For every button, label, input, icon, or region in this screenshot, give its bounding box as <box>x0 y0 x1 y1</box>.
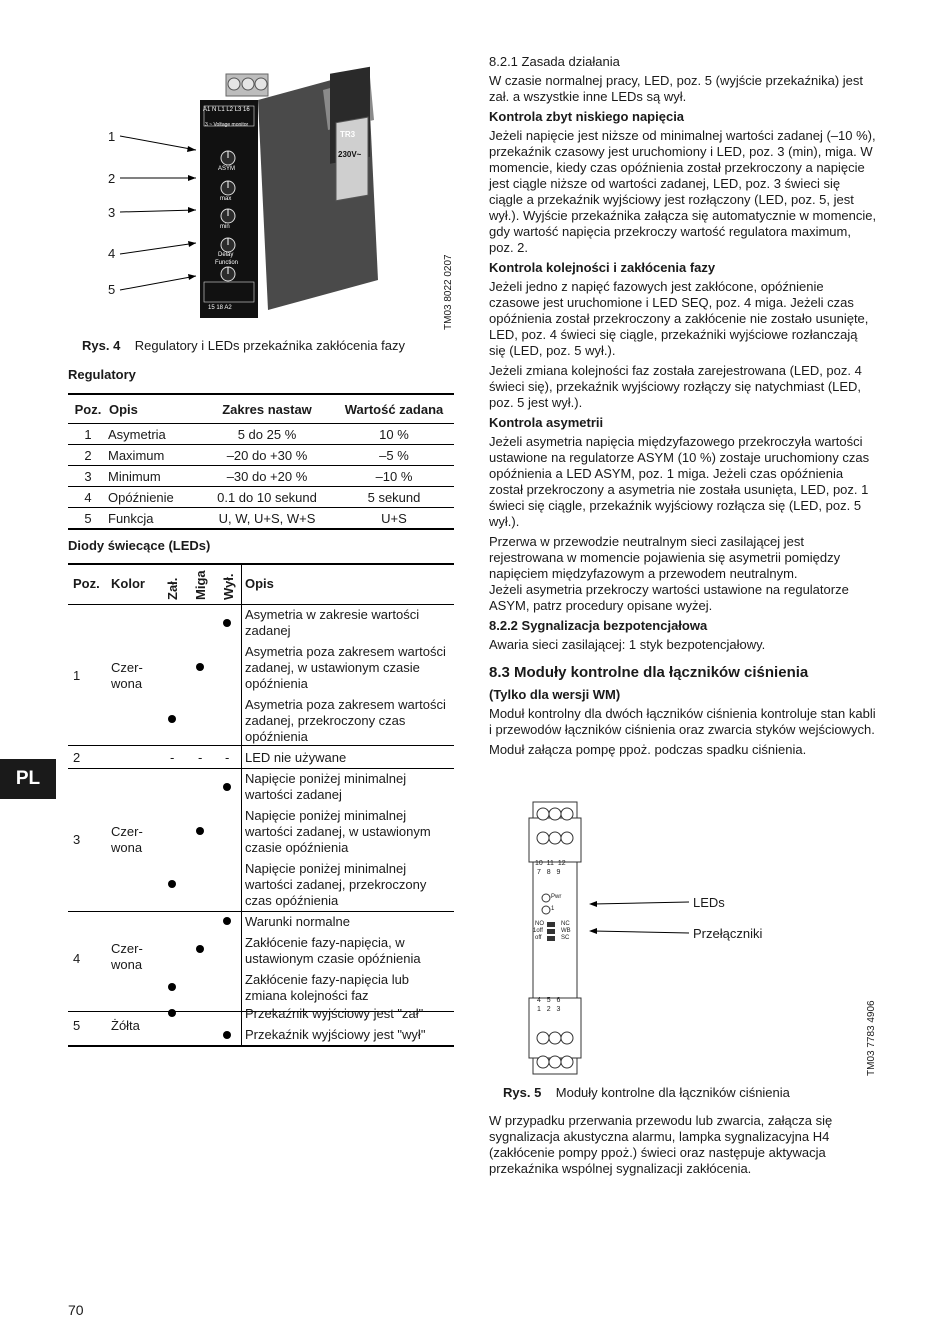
led-g3-desc-1: Napięcie poniżej minimalnej wartości zadanej <box>245 771 407 802</box>
led-g3-desc-2: Napięcie poniżej minimalnej wartości zadanej, w ustawionym czasie opóźnienia <box>245 808 431 855</box>
fig5-caption <box>503 1085 790 1100</box>
off-label: off <box>535 935 542 941</box>
cell: U+S <box>334 508 454 530</box>
device-max-label: max <box>220 196 232 202</box>
led-dot <box>196 663 204 671</box>
led-dot <box>223 619 231 627</box>
cell: U, W, U+S, W+S <box>200 508 334 530</box>
relay-device-drawing <box>68 60 454 340</box>
k2-title: Kontrola kolejności i zakłócenia fazy <box>489 260 716 275</box>
led-dot <box>223 1031 231 1039</box>
callout-5: 5 <box>108 282 116 297</box>
led-dot <box>168 1009 176 1017</box>
bottom-paragraph: W przypadku przerwania przewodu lub zwarcia, załącza się sygnalizacja akustyczna alarmu, lampka sygnalizacyjna H4 (zakłócenie pompy ppoż.) świeci oraz następuje aktywacja przekaźnika wspólnej sygnalizacji zakłócenia. <box>489 1113 833 1176</box>
led-dot <box>168 715 176 723</box>
led-col-wyl: Wył. <box>221 573 236 600</box>
cell: 2 <box>68 445 108 466</box>
figure-4 <box>68 60 454 340</box>
cell: –10 % <box>334 466 454 487</box>
cell: 10 % <box>334 424 454 445</box>
cell: Asymetria <box>108 424 200 445</box>
leds-label: LEDs <box>693 895 725 910</box>
figure-5 <box>489 800 877 1080</box>
led-col-kolor: Kolor <box>111 576 145 591</box>
wb-label: WB <box>561 928 571 934</box>
fig4-code: TM03 8022 0207 <box>443 254 454 330</box>
led-g2-dash-1: - <box>170 750 175 765</box>
section-83-subtitle: (Tylko dla wersji WM) <box>489 687 621 702</box>
terms-top-2: 7 8 9 <box>537 869 561 876</box>
led-g1-desc-1: Asymetria w zakresie wartości zadanej <box>245 607 420 638</box>
callout-1: 1 <box>108 129 116 144</box>
fig4-caption-label: Rys. 4 <box>82 338 121 353</box>
led-dot <box>168 983 176 991</box>
led-g5-desc-1: Przekaźnik wyjściowy jest "zał" <box>245 1006 424 1021</box>
callout-4: 4 <box>108 246 116 261</box>
led-g5-desc-2: Przekaźnik wyjściowy jest "wył" <box>245 1027 426 1042</box>
led-g1-desc-3: Asymetria poza zakresem wartości zadanej, przekroczony czas opóźnienia <box>245 697 446 744</box>
cell: 1 <box>68 424 108 445</box>
fig5-code: TM03 7783 4906 <box>866 1000 877 1076</box>
led-col-opis: Opis <box>245 576 274 591</box>
led-g4-desc-1: Warunki normalne <box>245 914 351 929</box>
cell: 3 <box>68 466 108 487</box>
cell: –30 do +20 % <box>200 466 334 487</box>
k3-text-1: Jeżeli asymetria napięcia międzyfazowego przekroczyła wartości ustawione na regulatorze ASYM (10 %) zostaje uruchomiony czas opóźnienia a LED ASYM, poz. 1 miga. Jeżeli czas opóźnienia został przekroczony a asymetria nie została usunięta, LED, poz. 1 świeci się ciągle, przekaźnik wyjściowy rozłącza się (LED, poz. 5 wył.). <box>489 434 870 529</box>
one-label: 1 <box>551 906 555 912</box>
led-dot <box>196 945 204 953</box>
no-label: NO <box>535 921 544 927</box>
device-volt-label: 230V~ <box>338 150 362 159</box>
section-83-text-2: Moduł załącza pompę ppoż. podczas spadku ciśnienia. <box>489 742 807 757</box>
page-number: 70 <box>68 1302 84 1318</box>
device-top-label: A1 N L1 L2 L3 16 <box>203 107 250 113</box>
table-row <box>68 424 454 445</box>
right-column-bottom <box>489 1113 877 1181</box>
pwr-label: Pwr <box>551 894 562 900</box>
leds-table <box>68 563 454 1048</box>
regulatory-heading: Regulatory <box>68 367 136 382</box>
table-header-row <box>68 394 454 424</box>
device-type-label: 3 ~ Voltage monitor <box>205 122 249 128</box>
cell: –5 % <box>334 445 454 466</box>
led-g5-poz: 5 <box>73 1018 81 1033</box>
device-bottom-label: 15 18 A2 <box>208 305 232 311</box>
led-col-poz: Poz. <box>73 576 100 591</box>
k1-title: Kontrola zbyt niskiego napięcia <box>489 109 685 124</box>
language-tab: PL <box>0 759 56 799</box>
led-g4-desc-2: Zakłócenie fazy-napięcia, w ustawionym czasie opóźnienia <box>245 935 421 966</box>
led-dot <box>223 917 231 925</box>
callout-2: 2 <box>108 171 116 186</box>
led-dot <box>196 827 204 835</box>
switches-label: Przełączniki <box>693 926 763 941</box>
table-row <box>68 487 454 508</box>
col-poz: Poz. <box>68 394 108 424</box>
k2-text-1: Jeżeli jedno z napięć fazowych jest zakłócone, opóźnienie czasowe jest uruchomione i LED SEQ, poz. 4 miga. Jeżeli czas opóźnienia został przekroczony a zakłócenie nie zostało usunięte, LED, poz. 4 świeci się ciągle, przekaźniki wyjściowe rozłanczają się (LED, poz. 5 wył.). <box>489 279 869 358</box>
device-delay-label: Delay <box>218 252 234 258</box>
k2-text-2: Jeżeli zmiana kolejności faz została zarejestrowana (LED, poz. 4 świeci się), przekaźnik wyjściowy rozłączy się natychmiast (LED, poz. 5 jest wył.). <box>489 363 862 410</box>
cell: 5 do 25 % <box>200 424 334 445</box>
table-row <box>68 445 454 466</box>
sc-label: SC <box>561 935 570 941</box>
cell: 4 <box>68 487 108 508</box>
terms-top-1: 10 11 12 <box>535 860 566 867</box>
section-822-title: 8.2.2 Sygnalizacja bezpotencjałowa <box>489 618 708 633</box>
led-g1-desc-2: Asymetria poza zakresem wartości zadanej, w ustawionym czasie opóźnienia <box>245 644 446 691</box>
cell: Minimum <box>108 466 200 487</box>
nc-label: NC <box>561 921 570 927</box>
regulatory-table <box>68 393 454 530</box>
led-g3-desc-3: Napięcie poniżej minimalnej wartości zadanej, przekroczony czas opóźnienia <box>245 861 427 908</box>
led-g2-dash-3: - <box>225 750 230 765</box>
led-g4-kolor: Czer- wona <box>111 941 143 972</box>
cell: Opóźnienie <box>108 487 200 508</box>
k3-text-3: Jeżeli asymetria przekroczy wartości ustawione na regulatorze ASYM, patrz procedury opisane wyżej. <box>489 582 849 613</box>
col-opis: Opis <box>108 394 200 424</box>
terms-bot-1: 4 5 6 <box>537 997 561 1004</box>
led-g1-kolor: Czer- wona <box>111 660 143 691</box>
led-col-miga: Miga <box>193 570 208 600</box>
table-row <box>68 466 454 487</box>
led-g2-desc-1: LED nie używane <box>245 750 347 765</box>
led-dot <box>223 783 231 791</box>
off1-label: 1off <box>533 928 543 934</box>
k1-text: Jeżeli napięcie jest niższe od minimalnej wartości zadanej (–10 %), przekaźnik czasowy jest uruchomiony i LED, poz. 3 (min), miga. W momencie, kiedy czas opóźnienia został przekroczony a napięcie jest ciągle niższe od wartości zadanej, LED, poz. 3 świeci się ciągle a przekaźnik wyjściowy jest rozłączony (LED, poz. 5, jest wył.). Wyjście przekaźnika załącza się automatycznie w momencie, gdy wartość napięcia przekroczy wartość regulatora maximum, poz. 2. <box>489 128 877 255</box>
section-822-text: Awaria sieci zasilającej: 1 styk bezpotencjałowy. <box>489 637 766 652</box>
led-g2-poz: 2 <box>73 750 81 765</box>
leds-heading: Diody świecące (LEDs) <box>68 538 211 553</box>
led-g3-poz: 3 <box>73 832 81 847</box>
table-row <box>68 508 454 530</box>
section-83-text-1: Moduł kontrolny dla dwóch łączników ciśnienia kontroluje stan kabli i przewodów łączników ciśnienia oraz zwarcia styków wejściowych. <box>489 706 876 737</box>
led-g2-dash-2: - <box>198 750 203 765</box>
callout-3: 3 <box>108 205 116 220</box>
cell: 0.1 do 10 sekund <box>200 487 334 508</box>
section-821-text: W czasie normalnej pracy, LED, poz. 5 (wyjście przekaźnika) jest zał. a wszystkie inne LEDs są wył. <box>489 73 863 104</box>
led-g4-desc-3: Zakłócenie fazy-napięcia lub zmiana kolejności faz <box>245 972 410 1003</box>
control-module-drawing <box>489 800 877 1080</box>
col-zakres: Zakres nastaw <box>200 394 334 424</box>
led-g1-poz: 1 <box>73 668 81 683</box>
cell: –20 do +30 % <box>200 445 334 466</box>
led-g5-kolor: Żółta <box>111 1018 140 1033</box>
section-821-title: 8.2.1 Zasada działania <box>489 54 620 69</box>
k3-text-2: Przerwa w przewodzie neutralnym sieci zasilającej jest rejestrowana w momencie pojawienia się asymetrii pomiędzy napięciem międzyfazowym a przewodem neutralnym. <box>489 534 841 581</box>
cell: Maximum <box>108 445 200 466</box>
k3-title: Kontrola asymetrii <box>489 415 604 430</box>
cell: Funkcja <box>108 508 200 530</box>
led-dot <box>168 880 176 888</box>
cell: 5 <box>68 508 108 530</box>
device-tr-label: TR3 <box>340 130 356 139</box>
col-wartosc: Wartość zadana <box>334 394 454 424</box>
section-83-title: 8.3 Moduły kontrolne dla łączników ciśnienia <box>489 664 809 681</box>
device-min-label: min <box>220 224 230 230</box>
led-col-zal: Zał. <box>165 577 180 600</box>
fig5-caption-label: Rys. 5 <box>503 1085 542 1100</box>
fig4-caption <box>82 338 405 353</box>
fig4-caption-text: Regulatory i LEDs przekaźnika zakłócenia fazy <box>134 338 406 353</box>
device-asym-label: ASYM <box>218 166 236 172</box>
terms-bot-2: 1 2 3 <box>537 1006 561 1013</box>
led-g4-poz: 4 <box>73 951 81 966</box>
regulatory-table-wrap <box>68 393 454 530</box>
led-g3-kolor: Czer- wona <box>111 824 143 855</box>
cell: 5 sekund <box>334 487 454 508</box>
fig5-caption-text: Moduły kontrolne dla łączników ciśnienia <box>555 1085 790 1100</box>
right-column-top <box>489 54 877 762</box>
device-function-label: Function <box>215 260 239 266</box>
